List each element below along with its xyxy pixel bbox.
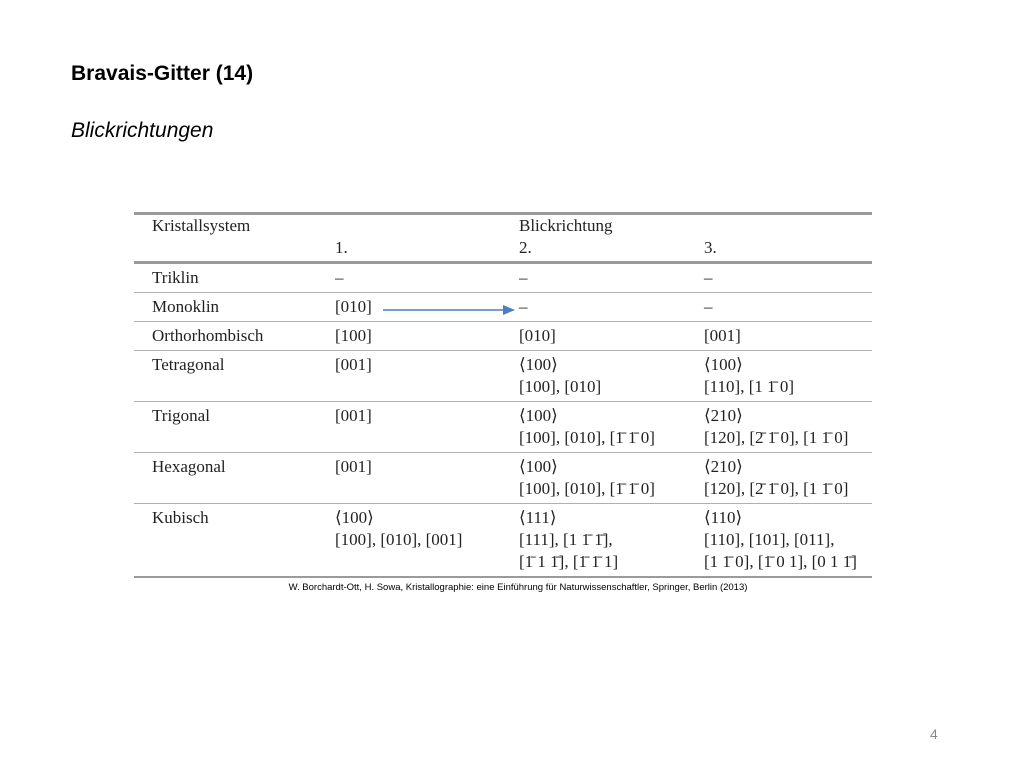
bravais-direction-table-wrapper xyxy=(134,212,872,593)
direction-3: ⟨110⟩ [110], [101], [011], [1 1̄ 0], [1̄ 0 1], [0 1 1̄] xyxy=(686,504,872,578)
direction-2: ⟨100⟩ [100], [010], [1̄ 1̄ 0] xyxy=(501,402,686,453)
direction-1: [001] xyxy=(317,351,501,402)
system-name: Kubisch xyxy=(134,504,317,578)
table-row-orthorhombisch xyxy=(134,322,872,351)
direction-2: – xyxy=(501,293,686,322)
page-number: 4 xyxy=(930,726,938,742)
table-row-hexagonal xyxy=(134,453,872,504)
table-row-tetragonal xyxy=(134,351,872,402)
system-name: Monoklin xyxy=(134,293,317,322)
direction-1: [100] xyxy=(317,322,501,351)
direction-1: [001] xyxy=(317,453,501,504)
header-empty-2 xyxy=(686,214,872,238)
direction-3: [001] xyxy=(686,322,872,351)
direction-1: [010] xyxy=(317,293,501,322)
bravais-direction-table xyxy=(134,212,872,578)
system-name: Orthorhombisch xyxy=(134,322,317,351)
header-blickrichtung: Blickrichtung xyxy=(501,214,686,238)
direction-3: – xyxy=(686,263,872,293)
direction-3: ⟨210⟩ [120], [2̄ 1̄ 0], [1 1̄ 0] xyxy=(686,453,872,504)
direction-3: ⟨100⟩ [110], [1 1̄ 0] xyxy=(686,351,872,402)
system-name: Trigonal xyxy=(134,402,317,453)
direction-3: ⟨210⟩ [120], [2̄ 1̄ 0], [1 1̄ 0] xyxy=(686,402,872,453)
direction-2: ⟨111⟩ [111], [1 1̄ 1̄], [1̄ 1 1̄], [1̄ 1̄ 1] xyxy=(501,504,686,578)
header-kristallsystem: Kristallsystem xyxy=(134,214,317,238)
header-col-3: 3. xyxy=(686,237,872,263)
table-row-triklin xyxy=(134,263,872,293)
header-col-2: 2. xyxy=(501,237,686,263)
direction-1: [001] xyxy=(317,402,501,453)
direction-2: – xyxy=(501,263,686,293)
direction-1: – xyxy=(317,263,501,293)
table-header-row xyxy=(134,214,872,238)
direction-1: ⟨100⟩ [100], [010], [001] xyxy=(317,504,501,578)
header-empty xyxy=(317,214,501,238)
table-row-trigonal xyxy=(134,402,872,453)
header-col-1: 1. xyxy=(317,237,501,263)
table-row-kubisch xyxy=(134,504,872,578)
slide-title: Bravais-Gitter (14) xyxy=(71,62,254,85)
direction-3: – xyxy=(686,293,872,322)
direction-2: [010] xyxy=(501,322,686,351)
arrow-icon xyxy=(383,303,515,317)
direction-2: ⟨100⟩ [100], [010], [1̄ 1̄ 0] xyxy=(501,453,686,504)
system-name: Hexagonal xyxy=(134,453,317,504)
system-name: Tetragonal xyxy=(134,351,317,402)
source-citation: W. Borchardt-Ott, H. Sowa, Kristallographie: eine Einführung für Naturwissenschaftler, Springer, Berlin (2013) xyxy=(288,582,748,593)
slide-subtitle: Blickrichtungen xyxy=(71,119,214,142)
direction-2: ⟨100⟩ [100], [010] xyxy=(501,351,686,402)
table-subheader-row xyxy=(134,237,872,263)
system-name: Triklin xyxy=(134,263,317,293)
